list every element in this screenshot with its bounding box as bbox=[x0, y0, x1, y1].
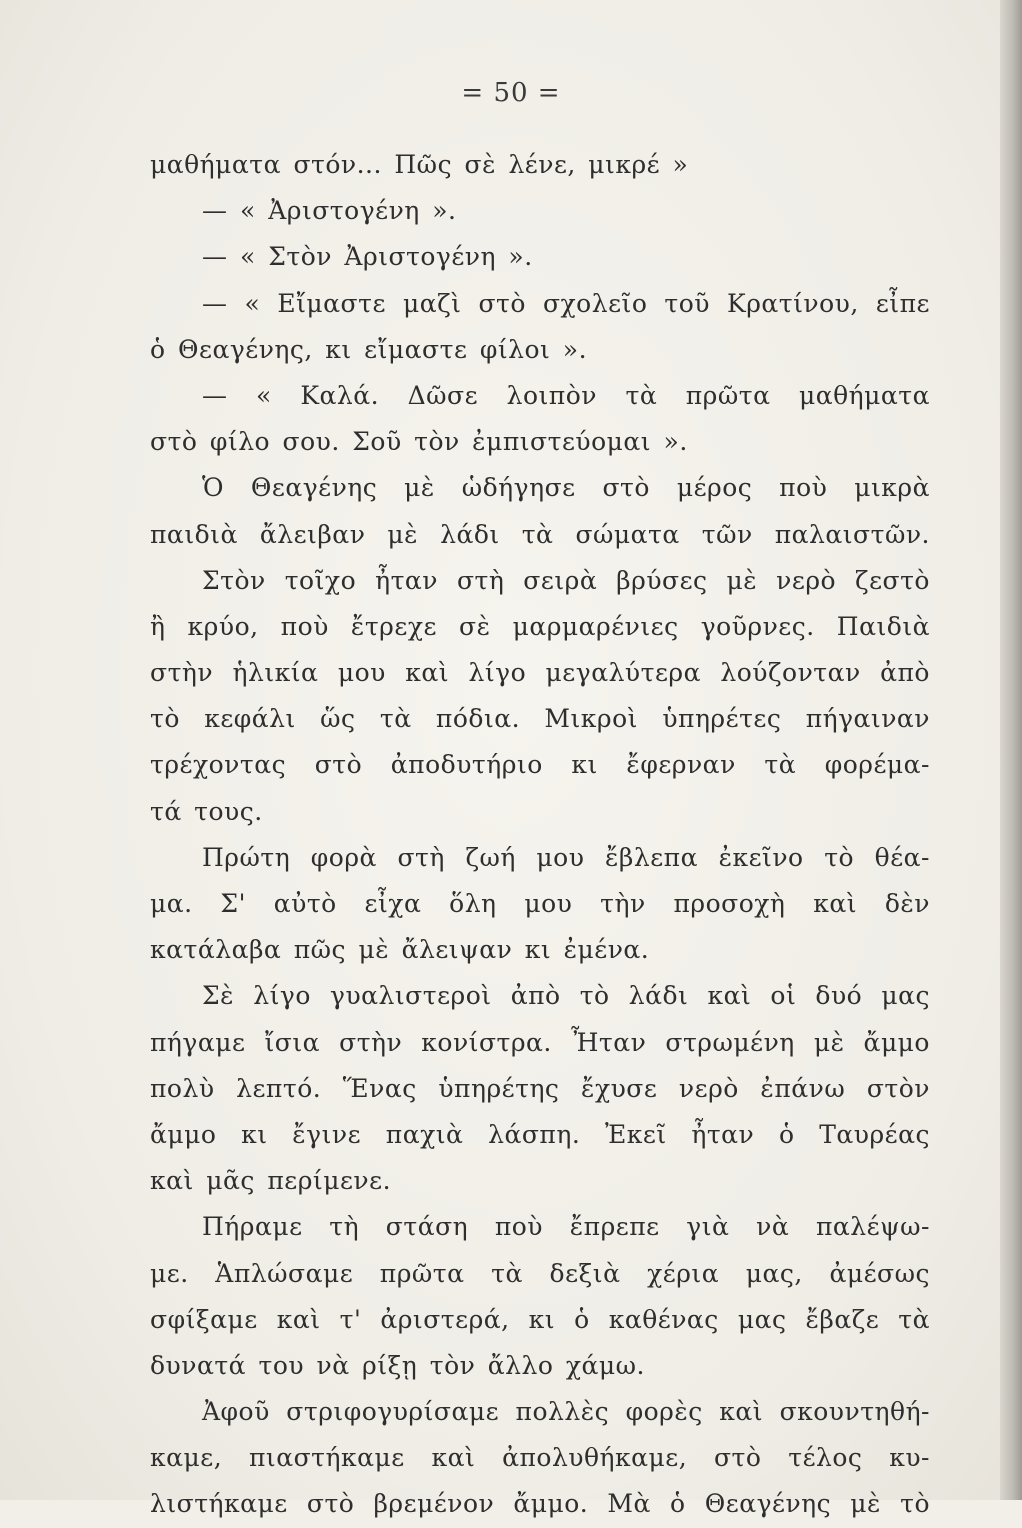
text-line: — « Καλά. Δῶσε λοιπὸν τὰ πρῶτα μαθήματα bbox=[202, 380, 930, 410]
text-line: τὸ κεφάλι ὥς τὰ πόδια. Μικροὶ ὑπηρέτες πήγαιναν bbox=[150, 704, 930, 734]
page-number: = 50 = bbox=[461, 78, 561, 108]
text-line: ἢ κρύο, ποὺ ἔτρεχε σὲ μαρμαρένιες γοῦρνες. Παιδιὰ bbox=[150, 611, 930, 641]
text-line: καμε, πιαστήκαμε καὶ ἀπολυθήκαμε, στὸ τέλος κυ- bbox=[150, 1443, 930, 1473]
text-line: λιστήκαμε στὸ βρεμένον ἄμμο. Μὰ ὁ Θεαγένης μὲ τὸ bbox=[150, 1489, 930, 1519]
text-line: με. Ἁπλώσαμε πρῶτα τὰ δεξιὰ χέρια μας, ἀμέσως bbox=[150, 1258, 930, 1288]
text-line: πήγαμε ἴσια στὴν κονίστρα. Ἦταν στρωμένη μὲ ἄμμο bbox=[150, 1027, 930, 1057]
body-text bbox=[150, 142, 930, 1528]
text-line: — « Στὸν Ἀριστογένη ». bbox=[202, 242, 533, 272]
text-line: ὁ Θεαγένης, κι εἴμαστε φίλοι ». bbox=[150, 334, 588, 364]
text-line: καὶ μᾶς περίμενε. bbox=[150, 1166, 392, 1196]
text-line: στὸ φίλο σου. Σοῦ τὸν ἐμπιστεύομαι ». bbox=[150, 427, 688, 457]
text-line: μαθήματα στόν... Πῶς σὲ λένε, μικρέ » bbox=[150, 150, 689, 179]
text-line: δυνατά του νὰ ρίξῃ τὸν ἄλλο χάμω. bbox=[150, 1350, 645, 1380]
text-line: σφίξαμε καὶ τ' ἀριστερά, κι ὁ καθένας μας ἔβαζε τὰ bbox=[150, 1304, 930, 1334]
text-line: τρέχοντας στὸ ἀποδυτήριο κι ἔφερναν τὰ φορέμα- bbox=[150, 750, 930, 780]
text-line: Ἀφοῦ στριφογυρίσαμε πολλὲς φορὲς καὶ σκουντηθή- bbox=[202, 1397, 930, 1427]
text-line: Σὲ λίγο γυαλιστεροὶ ἀπὸ τὸ λάδι καὶ οἱ δυό μας bbox=[202, 981, 930, 1011]
text-line: Πρώτη φορὰ στὴ ζωή μου ἔβλεπα ἐκεῖνο τὸ θέα- bbox=[202, 842, 930, 872]
text-line: στὴν ἡλικία μου καὶ λίγο μεγαλύτερα λούζονταν ἀπὸ bbox=[150, 658, 930, 688]
text-line: τά τους. bbox=[150, 796, 263, 826]
text-line: μα. Σ' αὐτὸ εἶχα ὅλη μου τὴν προσοχὴ καὶ δὲν bbox=[150, 889, 930, 918]
text-line: πολὺ λεπτό. Ἕνας ὑπηρέτης ἔχυσε νερὸ ἐπάνω στὸν bbox=[150, 1073, 930, 1103]
text-line: Ὁ Θεαγένης μὲ ὡδήγησε στὸ μέρος ποὺ μικρὰ bbox=[202, 473, 930, 503]
text-line: — « Εἴμαστε μαζὶ στὸ σχολεῖο τοῦ Κρατίνου, εἶπε bbox=[202, 288, 930, 318]
text-line: Στὸν τοῖχο ἦταν στὴ σειρὰ βρύσες μὲ νερὸ ζεστὸ bbox=[202, 565, 930, 595]
text-line: ἄμμο κι ἔγινε παχιὰ λάσπη. Ἐκεῖ ἦταν ὁ Ταυρέας bbox=[150, 1119, 930, 1149]
page-edge-shadow bbox=[1000, 0, 1022, 1500]
text-line: — « Ἀριστογένη ». bbox=[202, 196, 457, 226]
text-line: παιδιὰ ἄλειβαν μὲ λάδι τὰ σώματα τῶν παλαιστῶν. bbox=[150, 519, 930, 549]
text-line: Πήραμε τὴ στάση ποὺ ἔπρεπε γιὰ νὰ παλέψω- bbox=[202, 1212, 930, 1242]
text-line: κατάλαβα πῶς μὲ ἄλειψαν κι ἐμένα. bbox=[150, 935, 650, 965]
